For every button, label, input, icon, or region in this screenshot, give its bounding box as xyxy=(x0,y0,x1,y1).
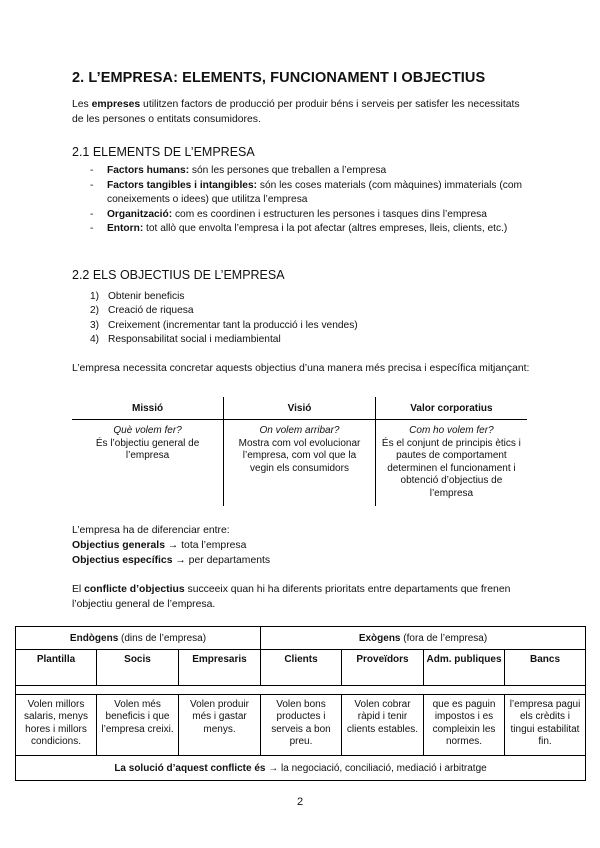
page-number: 2 xyxy=(296,796,304,808)
spacer-cell xyxy=(16,686,586,695)
group-header-exogens xyxy=(261,627,586,650)
table-cell: l’empresa pagui els crèdits i tingui estabilitat fin. xyxy=(505,695,586,756)
column-header: Adm. publiques xyxy=(424,650,505,686)
page-title: 2. L’EMPRESA: ELEMENTS, FUNCIONAMENT I OBJECTIUS xyxy=(72,70,486,86)
conflict-bold-term: conflicte d’objectius xyxy=(84,584,185,595)
general-objectives-line xyxy=(72,538,532,553)
list-item-text: Creixement (incrementar tant la producció i les vendes) xyxy=(108,319,358,331)
column-header: Socis xyxy=(97,650,179,686)
column-header: Empresaris xyxy=(179,650,261,686)
cell-text: És el conjunt de principis ètics i pautes de comportament determinen el funcionament i obtenció d’objectius de l’empresa xyxy=(381,437,521,499)
group-header-endogens xyxy=(16,627,261,650)
column-header-vision: Visió xyxy=(224,397,376,420)
differentiate-block xyxy=(72,523,532,568)
cell-text: Mostra com vol evolucionar l’empresa, com vol que la vegin els consumidors xyxy=(238,437,361,474)
column-header-mission: Missió xyxy=(72,397,224,420)
list-item-text: són les coses materials (com màquines) immaterials (com coneixements o idees) que utilitza l’empresa xyxy=(107,179,522,205)
column-header: Clients xyxy=(261,650,342,686)
column-header: Proveïdors xyxy=(342,650,424,686)
list-number: 2) xyxy=(90,305,100,317)
cell-question: Com ho volem fer? xyxy=(409,425,494,436)
list-item-text: tot allò que envolta l’empresa i la pot afectar (altres empreses, lleis, clients, etc.) xyxy=(143,223,508,234)
solution-bold: La solució d’aquest conflicte és xyxy=(114,762,269,774)
cell-text: És l’objectiu general de l’empresa xyxy=(95,437,200,461)
column-header-values: Valor corporatius xyxy=(375,397,527,420)
bullet-marker: - xyxy=(90,208,94,220)
column-header: Plantilla xyxy=(16,650,97,686)
exogens-note: (fora de l’empresa) xyxy=(400,632,488,644)
solution-cell xyxy=(16,756,586,781)
cell-question: Què volem fer? xyxy=(113,425,182,436)
solution-text: → la negociació, conciliació, mediació i arbitratge xyxy=(268,762,487,774)
conflict-post: succeeix quan hi ha diferents prioritats entre departaments que frenen l’objectiu general de l’empresa. xyxy=(72,584,511,610)
list-item-term: Factors humans: xyxy=(107,165,190,176)
table-cell xyxy=(375,420,527,507)
table-cell: Volen millors salaris, menys hores i millors condicions. xyxy=(16,695,97,756)
table-row xyxy=(16,695,586,756)
general-objectives-term: Objectius generals xyxy=(72,540,165,551)
differentiate-lead: L’empresa ha de diferenciar entre: xyxy=(72,525,230,536)
specific-objectives-line xyxy=(72,553,532,568)
list-item xyxy=(90,319,358,333)
conflict-pre: El xyxy=(72,584,85,595)
table-cell xyxy=(72,420,224,507)
list-item xyxy=(90,179,530,208)
general-objectives-text: → tota l’empresa xyxy=(164,540,247,551)
table-cell xyxy=(224,420,376,507)
conflict-table xyxy=(15,626,586,781)
objectives-lead: L’empresa necessita concretar aquests objectius d’una manera més precisa i específica mitjançant: xyxy=(72,363,530,374)
table-cell: Volen bons productes i serveis a bon preu. xyxy=(261,695,342,756)
table-spacer-row xyxy=(16,686,586,695)
specific-objectives-text: → per departaments xyxy=(172,555,271,566)
table-cell: Volen cobrar ràpid i tenir clients estables. xyxy=(342,695,424,756)
table-row xyxy=(72,420,527,507)
list-item-text: Responsabilitat social i mediambiental xyxy=(108,333,281,345)
list-item xyxy=(90,333,358,347)
table-cell: Volen produir més i gastar menys. xyxy=(179,695,261,756)
list-item xyxy=(90,222,530,237)
endogens-label: Endògens xyxy=(69,632,119,644)
section-heading-elements: 2.1 ELEMENTS DE L’EMPRESA xyxy=(72,145,255,159)
table-cell: que es paguin impostos i es compleixin les normes. xyxy=(424,695,505,756)
list-item-text: són les persones que treballen a l’empresa xyxy=(189,165,387,176)
list-item-text: Creació de riquesa xyxy=(108,305,194,317)
table-header-row xyxy=(16,650,586,686)
list-item-term: Factors tangibles i intangibles: xyxy=(107,179,258,191)
intro-bold-term: empreses xyxy=(91,99,141,110)
table-cell: Volen més beneficis i que l’empresa creixi. xyxy=(97,695,179,756)
list-number: 3) xyxy=(90,319,100,331)
list-item xyxy=(90,164,530,179)
elements-list xyxy=(90,164,530,237)
bullet-marker: - xyxy=(90,179,94,191)
list-item-text: Obtenir beneficis xyxy=(108,291,185,302)
section-heading-objectives: 2.2 ELS OBJECTIUS DE L’EMPRESA xyxy=(72,268,285,282)
intro-post: utilitzen factors de producció per produir béns i serveis per satisfer les necessitats de les persones o entitats consumidores. xyxy=(72,99,520,125)
intro-paragraph xyxy=(72,97,532,127)
list-item xyxy=(90,304,358,318)
bullet-marker: - xyxy=(90,223,94,234)
table-solution-row xyxy=(16,756,586,781)
specific-objectives-term: Objectius específics xyxy=(72,555,173,566)
table-group-row xyxy=(16,627,586,650)
mission-vision-values-table xyxy=(72,397,527,506)
list-item xyxy=(90,290,358,304)
list-number: 1) xyxy=(90,291,100,302)
intro-pre: Les xyxy=(72,99,92,110)
exogens-label: Exògens xyxy=(358,632,401,644)
list-item-term: Organització: xyxy=(107,208,173,220)
table-header-row xyxy=(72,397,527,420)
endogens-note: (dins de l’empresa) xyxy=(118,632,207,644)
list-item-text: com es coordinen i estructuren les persones i tasques dins l’empresa xyxy=(172,208,487,220)
list-item-term: Entorn: xyxy=(107,223,144,234)
cell-question: On volem arribar? xyxy=(259,425,340,436)
conflict-paragraph xyxy=(72,582,532,612)
list-item xyxy=(90,208,530,223)
list-number: 4) xyxy=(90,333,100,345)
column-header: Bancs xyxy=(505,650,586,686)
bullet-marker: - xyxy=(90,165,94,176)
objectives-list xyxy=(90,290,358,347)
